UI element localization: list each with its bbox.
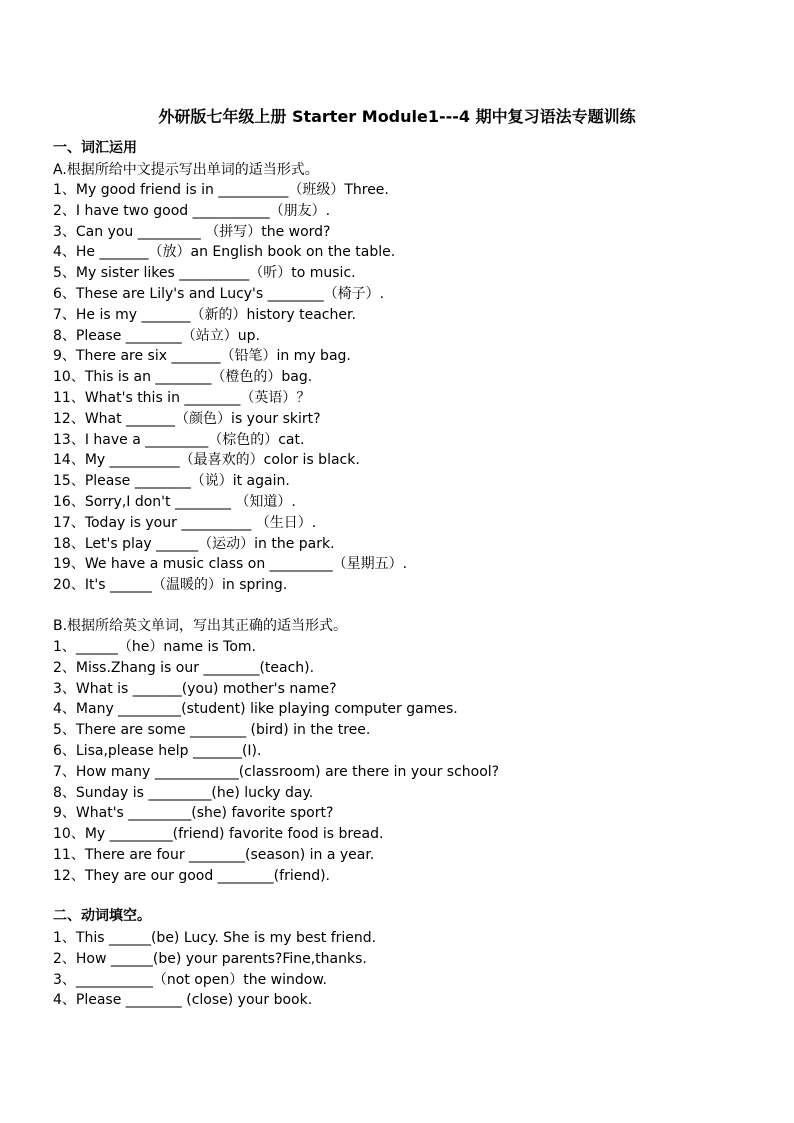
question-item: 11、What's this in ________（英语）？ (53, 389, 311, 406)
question-item: 6、Lisa,please help _______(I). (53, 742, 262, 759)
question-item: 2、I have two good ___________（朋友）. (53, 202, 331, 219)
question-item: 4、Please ________ (close) your book. (53, 992, 313, 1009)
question-item: 14、My __________（最喜欢的）color is black. (53, 452, 360, 469)
question-item: 19、We have a music class on _________（星期五）. (53, 556, 408, 573)
part-a-question-list (0, 180, 794, 600)
part-b-instructions: B.根据所给英文单词，写出其正确的适当形式。 (53, 618, 348, 634)
question-item: 11、There are four ________(season) in a year. (53, 846, 375, 863)
page-title: 外研版七年级上册 Starter Module1---4 期中复习语法专题训练 (158, 107, 636, 126)
question-item: 3、___________（not open）the window. (53, 971, 327, 988)
question-item: 16、Sorry,I don't ________ （知道）. (53, 493, 296, 510)
question-item: 20、It's ______（温暖的）in spring. (53, 577, 288, 594)
question-item: 5、My sister likes __________（听）to music. (53, 265, 356, 282)
question-item: 10、My _________(friend) favorite food is bread. (53, 826, 384, 843)
question-item: 18、Let's play ______（运动）in the park. (53, 535, 335, 552)
question-item: 4、He _______（放）an English book on the table. (53, 244, 396, 261)
question-item: 7、How many ____________(classroom) are there in your school? (53, 763, 500, 780)
section-2-title: 二、动词填空。 (53, 908, 151, 924)
question-item: 6、These are Lily's and Lucy's ________（椅子）. (53, 285, 385, 302)
question-item: 5、There are some ________ (bird) in the tree. (53, 722, 371, 739)
part-a-instructions: A.根据所给中文提示写出单词的适当形式。 (53, 162, 319, 178)
question-item: 9、What's _________(she) favorite sport? (53, 805, 334, 822)
part-b-question-list (0, 637, 794, 897)
question-item: 1、______（he）name is Tom. (53, 639, 257, 655)
question-item: 1、This ______(be) Lucy. She is my best friend. (53, 930, 377, 946)
question-item: 8、Sunday is _________(he) lucky day. (53, 784, 314, 801)
question-item: 8、Please ________（站立）up. (53, 327, 260, 344)
question-item: 2、How ______(be) your parents?Fine,thanks. (53, 950, 367, 967)
question-item: 13、I have a _________（棕色的）cat. (53, 431, 305, 448)
question-item: 1、My good friend is in __________（班级）Three. (53, 182, 389, 198)
question-item: 10、This is an ________（橙色的）bag. (53, 369, 313, 386)
question-item: 4、Many _________(student) like playing computer games. (53, 701, 458, 718)
question-item: 7、He is my _______（新的）history teacher. (53, 306, 356, 323)
question-item: 12、They are our good ________(friend). (53, 867, 330, 884)
question-item: 9、There are six _______（铅笔）in my bag. (53, 348, 351, 365)
question-item: 2、Miss.Zhang is our ________(teach). (53, 659, 315, 676)
question-item: 3、What is _______(you) mother's name? (53, 680, 337, 697)
question-item: 15、Please ________（说）it again. (53, 473, 290, 490)
question-item: 3、Can you _________ （拼写）the word? (53, 223, 331, 240)
section-1-title: 一、词汇运用 (53, 140, 137, 156)
question-item: 12、What _______（颜色）is your skirt? (53, 410, 321, 427)
question-item: 17、Today is your __________ （生日）. (53, 514, 317, 531)
section-2-question-list (0, 928, 794, 1018)
